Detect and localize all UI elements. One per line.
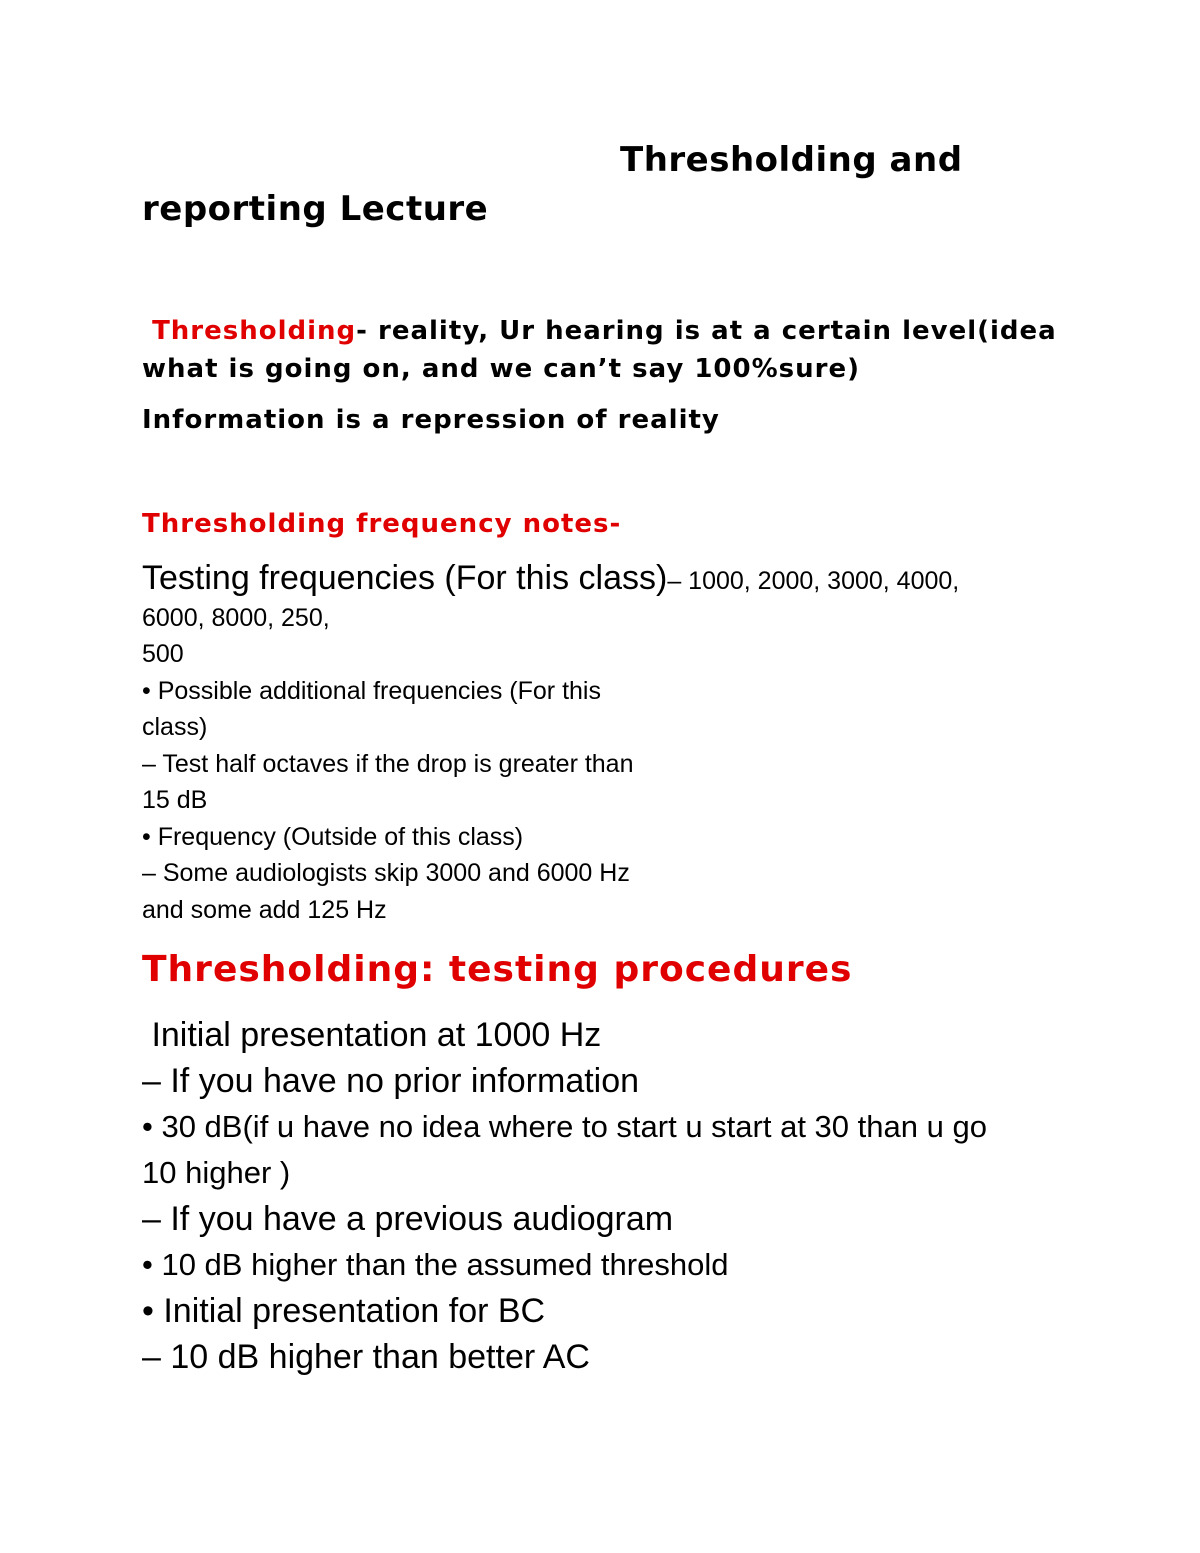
frequency-note-line: • Frequency (Outside of this class) xyxy=(142,822,524,851)
procedure-line: • 30 dB(if u have no idea where to start u start at 30 than u go xyxy=(142,1109,987,1144)
testing-frequencies-label: Testing frequencies (For this class) xyxy=(142,559,668,597)
procedure-line: 10 higher ) xyxy=(142,1155,291,1190)
testing-frequencies-values-1: – 1000, 2000, 3000, 4000, xyxy=(667,567,960,595)
procedures-block xyxy=(142,1012,1062,1380)
procedure-line: • 10 dB higher than the assumed threshold xyxy=(142,1247,729,1282)
frequency-note-line: 15 dB xyxy=(142,786,208,814)
frequency-notes-block xyxy=(142,560,1062,928)
testing-frequencies-values-3: 500 xyxy=(142,640,184,668)
testing-frequencies-values-2: 6000, 8000, 250, xyxy=(142,603,330,632)
frequency-note-line: – Test half octaves if the drop is greater than xyxy=(142,749,634,778)
frequency-notes-heading: Thresholding frequency notes- xyxy=(142,509,622,539)
title-line-1: Thresholding and xyxy=(620,140,963,180)
procedure-line: – 10 dB higher than better AC xyxy=(142,1338,590,1376)
frequency-note-line: and some add 125 Hz xyxy=(142,895,387,924)
page-title xyxy=(142,136,1042,234)
definition-text: - reality, Ur hearing is at a certain level(idea what is going on, and we can’t say 100%sure) xyxy=(142,316,1057,384)
definition-term: Thresholding xyxy=(152,316,357,346)
title-line-2: reporting Lecture xyxy=(142,189,489,229)
frequency-note-line: • Possible additional frequencies (For this xyxy=(142,676,601,705)
definition-paragraph xyxy=(142,312,1062,388)
procedures-heading: Thresholding: testing procedures xyxy=(142,949,853,990)
procedure-line: Initial presentation at 1000 Hz xyxy=(142,1016,602,1054)
procedure-line: – If you have no prior information xyxy=(142,1062,640,1100)
info-paragraph: Information is a repression of reality xyxy=(142,405,720,435)
frequency-note-line: class) xyxy=(142,713,208,741)
frequency-note-line: – Some audiologists skip 3000 and 6000 Hz xyxy=(142,859,630,887)
procedure-line: • Initial presentation for BC xyxy=(142,1292,546,1330)
procedure-line: – If you have a previous audiogram xyxy=(142,1200,674,1238)
